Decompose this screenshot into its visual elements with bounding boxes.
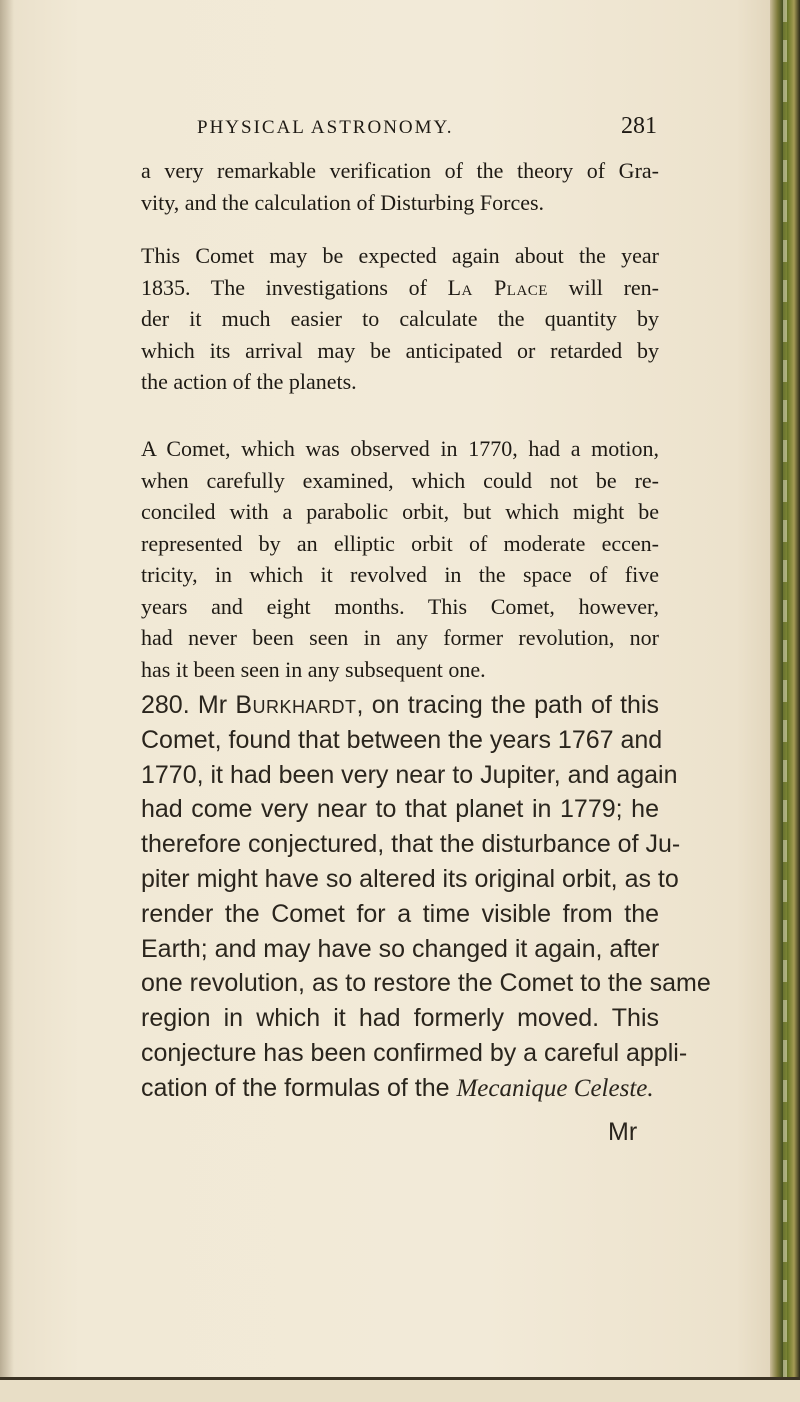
text-line: when carefully examined, which could not be re- (141, 467, 659, 493)
text-line: years and eight months. This Comet, however, (141, 593, 659, 619)
text-line: conciled with a parabolic orbit, but which might be (141, 499, 659, 524)
text-line: one revolution, as to restore the Comet to the same (141, 969, 711, 998)
text-line: 1770, it had been very near to Jupiter, and again (141, 760, 678, 789)
text-line: a very remarkable verification of the theory of Gra- (141, 158, 659, 183)
text-line: Comet, found that between the years 1767 and (141, 725, 663, 754)
text-line: conjecture has been confirmed by a careful appli- (141, 1038, 688, 1067)
paragraph-comet-return (141, 240, 659, 398)
text-line: Earth; and may have so changed it again, after (141, 934, 660, 963)
page-number: 281 (621, 113, 657, 139)
text-line: has it been seen in any subsequent one. (141, 656, 486, 682)
text-line: A Comet, which was observed in 1770, had a motion, (141, 436, 659, 461)
text-line: had never been seen in any former revolution, nor (141, 625, 659, 650)
text-line (141, 272, 659, 304)
author-name-la-place: La Place (447, 274, 548, 300)
text-line (141, 688, 659, 723)
text-line: therefore conjectured, that the disturbance of Ju- (141, 830, 681, 859)
running-title: PHYSICAL ASTRONOMY. (197, 117, 454, 138)
text-line: the action of the planets. (141, 369, 357, 394)
paragraph-comet-1770 (141, 433, 659, 685)
book-spine-highlight (783, 0, 787, 1402)
text-line: piter might have so altered its original orbit, as to (141, 864, 679, 893)
text-line: This Comet may be expected again about the year (141, 243, 659, 268)
text-line: render the Comet for a time visible from the (141, 899, 659, 928)
paragraph-continued (141, 155, 659, 218)
book-title-mecanique-celeste: Mecanique Celeste. (456, 1074, 654, 1102)
page-bottom-band (0, 1380, 800, 1402)
page-gutter-shadow (0, 0, 14, 1402)
text-fragment: , on tracing the path of this (356, 691, 659, 719)
text-fragment: 280. Mr (141, 691, 236, 719)
text-line (141, 1071, 659, 1107)
text-fragment: will ren- (547, 274, 659, 300)
text-line: had come very near to that planet in 1779; he (141, 795, 659, 824)
text-line: der it much easier to calculate the quantity by (141, 306, 659, 331)
paragraph-280-burkhardt (141, 688, 711, 1107)
text-line: vity, and the calculation of Disturbing Forces. (141, 189, 545, 215)
running-header (197, 113, 657, 147)
text-line: tricity, in which it revolved in the space of five (141, 562, 659, 587)
text-fragment: 1835. The investigations of (141, 274, 448, 300)
text-line: represented by an elliptic orbit of moderate eccen- (141, 530, 659, 556)
author-name-burkhardt: Burkhardt (235, 691, 357, 719)
text-line: which its arrival may be anticipated or retarded by (141, 337, 659, 363)
catchword: Mr (608, 1118, 638, 1146)
text-fragment: cation of the formulas of the (141, 1073, 457, 1102)
text-line: region in which it had formerly moved. This (141, 1004, 659, 1033)
